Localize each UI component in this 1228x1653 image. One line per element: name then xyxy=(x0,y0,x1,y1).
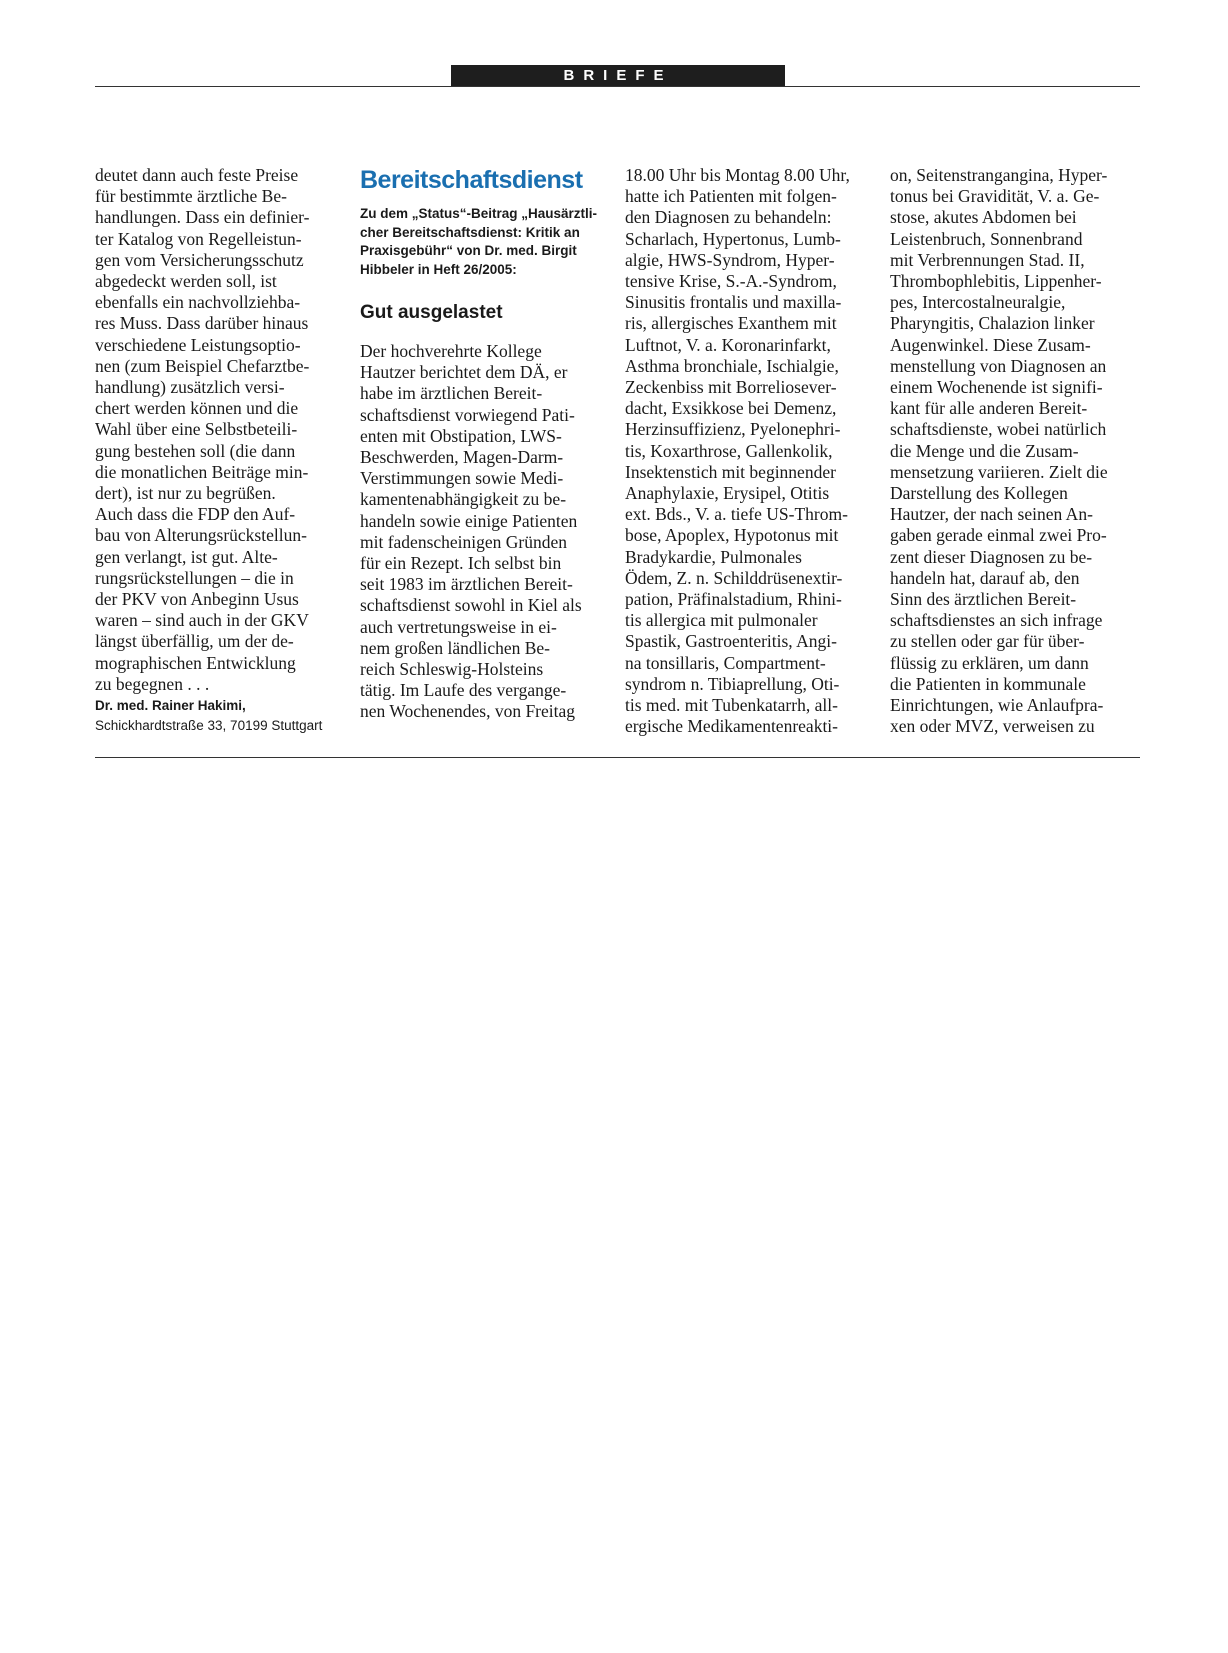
text-line: einem Wochenende ist signifi- xyxy=(890,377,1103,398)
text-line: ergische Medikamentenreakti- xyxy=(625,716,838,737)
text-line: schaftsdienst sowohl in Kiel als xyxy=(360,595,582,616)
text-line: habe im ärztlichen Bereit- xyxy=(360,383,543,404)
text-line: schaftsdienst vorwiegend Pati- xyxy=(360,404,575,425)
text-line: na tonsillaris, Compartment- xyxy=(625,652,826,673)
bottom-rule xyxy=(95,757,1140,758)
text-line: syndrom n. Tibiaprellung, Oti- xyxy=(625,673,840,694)
text-line: gen verlangt, ist gut. Alte- xyxy=(95,546,278,567)
text-line: die monatlichen Beiträge min- xyxy=(95,461,309,482)
text-line: mographischen Entwicklung xyxy=(95,652,296,673)
text-line: pes, Intercostalneuralgie, xyxy=(890,292,1066,313)
text-line: ext. Bds., V. a. tiefe US-Throm- xyxy=(625,504,848,525)
text-line: gung bestehen soll (die dann xyxy=(95,440,296,461)
text-line: handeln sowie einige Patienten xyxy=(360,510,578,531)
text-line: reich Schleswig-Holsteins xyxy=(360,659,544,680)
text-line: Beschwerden, Magen-Darm- xyxy=(360,447,564,468)
column-2 xyxy=(360,165,610,723)
column-1 xyxy=(95,165,345,736)
text-line: Anaphylaxie, Erysipel, Otitis xyxy=(625,483,830,504)
column-3 xyxy=(625,165,875,737)
text-line: Bradykardie, Pulmonales xyxy=(625,546,802,567)
text-line: seit 1983 im ärztlichen Bereit- xyxy=(360,574,573,595)
text-line: Hautzer berichtet dem DÄ, er xyxy=(360,362,568,383)
text-line: handlungen. Dass ein definier- xyxy=(95,207,310,228)
text-line: längst überfällig, um der de- xyxy=(95,631,294,652)
text-line: Thrombophlebitis, Lippenher- xyxy=(890,271,1102,292)
text-line: schaftsdienste, wobei natürlich xyxy=(890,419,1107,440)
text-line: Hautzer, der nach seinen An- xyxy=(890,504,1093,525)
text-line: Luftnot, V. a. Koronarinfarkt, xyxy=(625,334,831,355)
text-line: ris, allergisches Exanthem mit xyxy=(625,313,837,334)
text-line: hatte ich Patienten mit folgen- xyxy=(625,186,837,207)
text-line: Scharlach, Hypertonus, Lumb- xyxy=(625,228,841,249)
text-line: Wahl über eine Selbstbeteili- xyxy=(95,419,298,440)
text-line: bau von Alterungsrückstellun- xyxy=(95,525,307,546)
text-line: mit fadenscheinigen Gründen xyxy=(360,531,568,552)
text-line: die Patienten in kommunale xyxy=(890,673,1086,694)
text-line: Auch dass die FDP den Auf- xyxy=(95,504,296,525)
intro-line: cher Bereitschaftsdienst: Kritik an xyxy=(360,224,580,240)
text-line: flüssig zu erklären, um dann xyxy=(890,652,1089,673)
text-line: tätig. Im Laufe des vergange- xyxy=(360,680,567,701)
text-line: res Muss. Dass darüber hinaus xyxy=(95,313,309,334)
text-line: mensetzung variieren. Zielt die xyxy=(890,461,1108,482)
text-line: der PKV von Anbeginn Usus xyxy=(95,589,299,610)
text-line: Darstellung des Kollegen xyxy=(890,483,1068,504)
signature-name: Dr. med. Rainer Hakimi, xyxy=(95,698,246,714)
text-line: tis allergica mit pulmonaler xyxy=(625,610,818,631)
text-line: Asthma bronchiale, Ischialgie, xyxy=(625,355,839,376)
text-line: chert werden können und die xyxy=(95,398,299,419)
text-line: gen vom Versicherungsschutz xyxy=(95,249,304,270)
text-line: Sinusitis frontalis und maxilla- xyxy=(625,292,842,313)
section-header: BRIEFE xyxy=(451,65,785,87)
text-line: pation, Präfinalstadium, Rhini- xyxy=(625,589,842,610)
text-line: mit Verbrennungen Stad. II, xyxy=(890,249,1085,270)
intro-line: Hibbeler in Heft 26/2005: xyxy=(360,261,517,277)
text-line: Ödem, Z. n. Schilddrüsenextir- xyxy=(625,567,843,588)
intro-line: Zu dem „Status“-Beitrag „Hausärztli- xyxy=(360,206,598,221)
text-line: dert), ist nur zu begrüßen. xyxy=(95,483,276,504)
letter-heading: Gut ausgelastet xyxy=(360,302,503,323)
text-line: Spastik, Gastroenteritis, Angi- xyxy=(625,631,837,652)
text-line: nem großen ländlichen Be- xyxy=(360,637,551,658)
text-line: kant für alle anderen Bereit- xyxy=(890,398,1088,419)
text-line: Herzinsuffizienz, Pyelonephri- xyxy=(625,419,841,440)
text-line: ebenfalls ein nachvollziehba- xyxy=(95,292,301,313)
text-line: kamentenabhängigkeit zu be- xyxy=(360,489,567,510)
text-line: Zeckenbiss mit Borreliosever- xyxy=(625,377,837,398)
text-line: enten mit Obstipation, LWS- xyxy=(360,425,562,446)
text-line: den Diagnosen zu behandeln: xyxy=(625,207,832,228)
text-line: deutet dann auch feste Preise xyxy=(95,165,299,185)
text-line: Augenwinkel. Diese Zusam- xyxy=(890,334,1091,355)
text-line: Einrichtungen, wie Anlaufpra- xyxy=(890,695,1104,716)
text-line: tensive Krise, S.-A.-Syndrom, xyxy=(625,271,837,292)
text-line: für ein Rezept. Ich selbst bin xyxy=(360,553,562,574)
text-line: stose, akutes Abdomen bei xyxy=(890,207,1077,228)
top-rule xyxy=(95,86,1140,87)
signature-address: Schickhardtstraße 33, 70199 Stuttgart xyxy=(95,718,323,734)
text-line: schaftsdienstes an sich infrage xyxy=(890,610,1103,631)
article-reference xyxy=(360,205,610,279)
text-line: zu stellen oder gar für über- xyxy=(890,631,1085,652)
text-line: zu begegnen . . . xyxy=(95,673,210,694)
text-line: verschiedene Leistungsoptio- xyxy=(95,334,301,355)
text-line: Leistenbruch, Sonnenbrand xyxy=(890,228,1083,249)
text-line: zent dieser Diagnosen zu be- xyxy=(890,546,1093,567)
text-line: handeln hat, darauf ab, den xyxy=(890,567,1080,588)
text-line: die Menge und die Zusam- xyxy=(890,440,1079,461)
text-line: handlung) zusätzlich versi- xyxy=(95,377,285,398)
text-line: Pharyngitis, Chalazion linker xyxy=(890,313,1095,334)
text-line: on, Seitenstrangangina, Hyper- xyxy=(890,165,1108,185)
text-line: tis, Koxarthrose, Gallenkolik, xyxy=(625,440,833,461)
section-title: Bereitschaftsdienst xyxy=(360,166,583,194)
text-line: xen oder MVZ, verweisen zu xyxy=(890,716,1095,737)
text-line: rungsrückstellungen – die in xyxy=(95,567,294,588)
text-line: gaben gerade einmal zwei Pro- xyxy=(890,525,1107,546)
text-line: 18.00 Uhr bis Montag 8.00 Uhr, xyxy=(625,165,850,185)
text-line: Verstimmungen sowie Medi- xyxy=(360,468,564,489)
column-4 xyxy=(890,165,1140,737)
text-line: nen Wochenendes, von Freitag xyxy=(360,701,576,722)
text-line: auch vertretungsweise in ei- xyxy=(360,616,557,637)
text-line: waren – sind auch in der GKV xyxy=(95,610,309,631)
text-line: algie, HWS-Syndrom, Hyper- xyxy=(625,249,835,270)
text-line: tis med. mit Tubenkatarrh, all- xyxy=(625,695,838,716)
text-line: dacht, Exsikkose bei Demenz, xyxy=(625,398,837,419)
text-line: Sinn des ärztlichen Bereit- xyxy=(890,589,1077,610)
text-line: Insektenstich mit beginnender xyxy=(625,461,836,482)
text-line: menstellung von Diagnosen an xyxy=(890,355,1107,376)
text-line: für bestimmte ärztliche Be- xyxy=(95,186,287,207)
text-line: nen (zum Beispiel Chefarztbe- xyxy=(95,355,310,376)
text-line: ter Katalog von Regelleistun- xyxy=(95,228,302,249)
intro-line: Praxisgebühr“ von Dr. med. Birgit xyxy=(360,243,577,258)
text-line: bose, Apoplex, Hypotonus mit xyxy=(625,525,839,546)
text-line: tonus bei Gravidität, V. a. Ge- xyxy=(890,186,1100,207)
text-line: Der hochverehrte Kollege xyxy=(360,341,542,361)
text-line: abgedeckt werden soll, ist xyxy=(95,271,277,292)
